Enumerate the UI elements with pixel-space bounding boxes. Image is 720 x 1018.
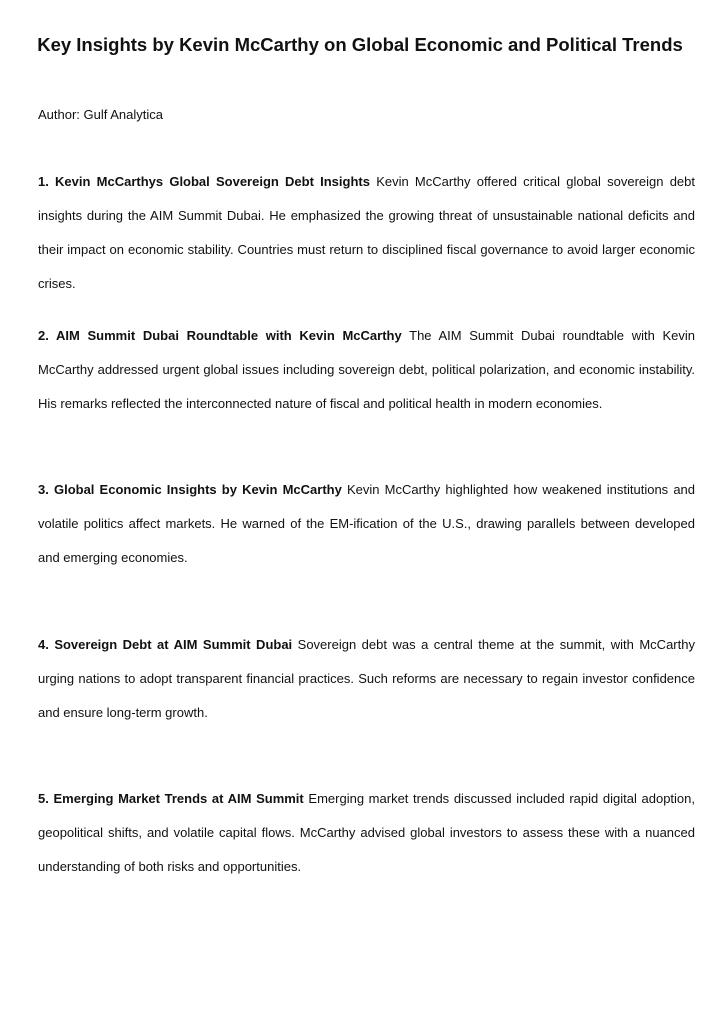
section-body: Kevin McCarthy offered critical global sovereign debt insights during the AIM Summit Dubai. He emphasized the growing threat of unsustainable national deficits and their impact on economic stability. Countries must return to disciplined fiscal governance to avoid larger economic crises.	[38, 174, 695, 291]
section-4	[38, 628, 695, 730]
section-3	[38, 473, 695, 575]
section-heading: 5. Emerging Market Trends at AIM Summit	[38, 791, 304, 806]
section-2	[38, 319, 695, 421]
section-heading: 1. Kevin McCarthys Global Sovereign Debt Insights	[38, 174, 370, 189]
section-body: Sovereign debt was a central theme at the summit, with McCarthy urging nations to adopt transparent financial practices. Such reforms are necessary to regain investor confidence and ensure long-term growth.	[38, 637, 695, 720]
section-heading: 4. Sovereign Debt at AIM Summit Dubai	[38, 637, 293, 652]
section-body: Kevin McCarthy highlighted how weakened institutions and volatile politics affect markets. He warned of the EM-ification of the U.S., drawing parallels between developed and emerging economies.	[38, 482, 696, 565]
author-line: Author: Gulf Analytica	[38, 107, 164, 122]
page-title: Key Insights by Kevin McCarthy on Global Economic and Political Trends	[37, 34, 683, 55]
section-1	[38, 165, 695, 301]
section-body: The AIM Summit Dubai roundtable with Kevin McCarthy addressed urgent global issues including sovereign debt, political polarization, and economic instability. His remarks reflected the interconnected nature of fiscal and political health in modern economies.	[38, 328, 695, 411]
section-heading: 2. AIM Summit Dubai Roundtable with Kevin McCarthy	[38, 328, 402, 343]
section-5	[38, 782, 695, 884]
section-body: Emerging market trends discussed included rapid digital adoption, geopolitical shifts, and volatile capital flows. McCarthy advised global investors to assess these with a nuanced understanding of both risks and opportunities.	[38, 791, 695, 874]
section-heading: 3. Global Economic Insights by Kevin McCarthy	[38, 482, 342, 497]
